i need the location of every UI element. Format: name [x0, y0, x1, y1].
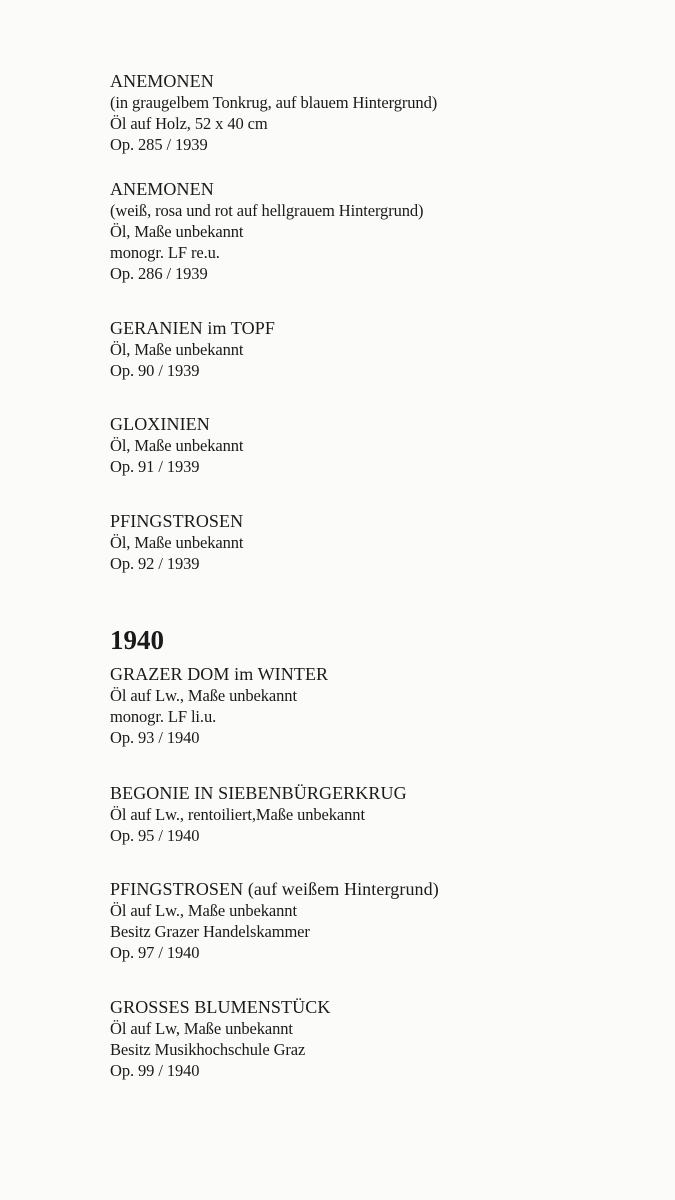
catalog-entry	[110, 70, 630, 155]
entry-opus: Op. 285 / 1939	[110, 135, 208, 154]
year-heading: 1940	[110, 625, 164, 655]
entry-opus: Op. 97 / 1940	[110, 943, 200, 962]
entry-title: ANEMONEN	[110, 179, 214, 199]
entry-title: BEGONIE IN SIEBENBÜRGERKRUG	[110, 783, 407, 803]
entry-opus: Op. 286 / 1939	[110, 264, 208, 283]
entry-opus: Op. 95 / 1940	[110, 826, 200, 845]
catalog-entry	[110, 878, 630, 963]
entry-medium: Öl, Maße unbekannt	[110, 340, 244, 359]
entry-title: GROSSES BLUMENSTÜCK	[110, 997, 331, 1017]
entry-opus: Op. 92 / 1939	[110, 554, 200, 573]
catalog-entry	[110, 510, 630, 574]
catalog-entry	[110, 996, 630, 1081]
entry-description: (in graugelbem Tonkrug, auf blauem Hintergrund)	[110, 93, 438, 112]
entry-title: PFINGSTROSEN	[110, 511, 244, 531]
entry-ownership: Besitz Musikhochschule Graz	[110, 1040, 306, 1059]
entry-title: ANEMONEN	[110, 71, 214, 91]
entry-opus: Op. 93 / 1940	[110, 728, 200, 747]
entry-medium: Öl auf Lw., Maße unbekannt	[110, 901, 297, 920]
entry-title: PFINGSTROSEN (auf weißem Hintergrund)	[110, 879, 439, 899]
catalog-entry	[110, 317, 630, 381]
entry-medium: Öl auf Holz, 52 x 40 cm	[110, 114, 268, 133]
entry-medium: Öl auf Lw., rentoiliert,Maße unbekannt	[110, 805, 365, 824]
entry-medium: Öl auf Lw, Maße unbekannt	[110, 1019, 293, 1038]
entry-medium: Öl, Maße unbekannt	[110, 436, 244, 455]
entry-title: GLOXINIEN	[110, 414, 210, 434]
entry-title: GRAZER DOM im WINTER	[110, 664, 329, 684]
entry-signature: monogr. LF li.u.	[110, 707, 217, 726]
entry-title: GERANIEN im TOPF	[110, 318, 275, 338]
entry-opus: Op. 99 / 1940	[110, 1061, 200, 1080]
catalog-entry	[110, 178, 630, 284]
catalog-entry	[110, 782, 630, 846]
entry-medium: Öl, Maße unbekannt	[110, 533, 244, 552]
entry-opus: Op. 91 / 1939	[110, 457, 200, 476]
entry-medium: Öl, Maße unbekannt	[110, 222, 244, 241]
catalog-entry	[110, 663, 630, 748]
entry-opus: Op. 90 / 1939	[110, 361, 200, 380]
catalog-entry	[110, 413, 630, 477]
entry-ownership: Besitz Grazer Handelskammer	[110, 922, 310, 941]
entry-signature: monogr. LF re.u.	[110, 243, 220, 262]
entry-medium: Öl auf Lw., Maße unbekannt	[110, 686, 297, 705]
entry-description: (weiß, rosa und rot auf hellgrauem Hintergrund)	[110, 201, 424, 220]
